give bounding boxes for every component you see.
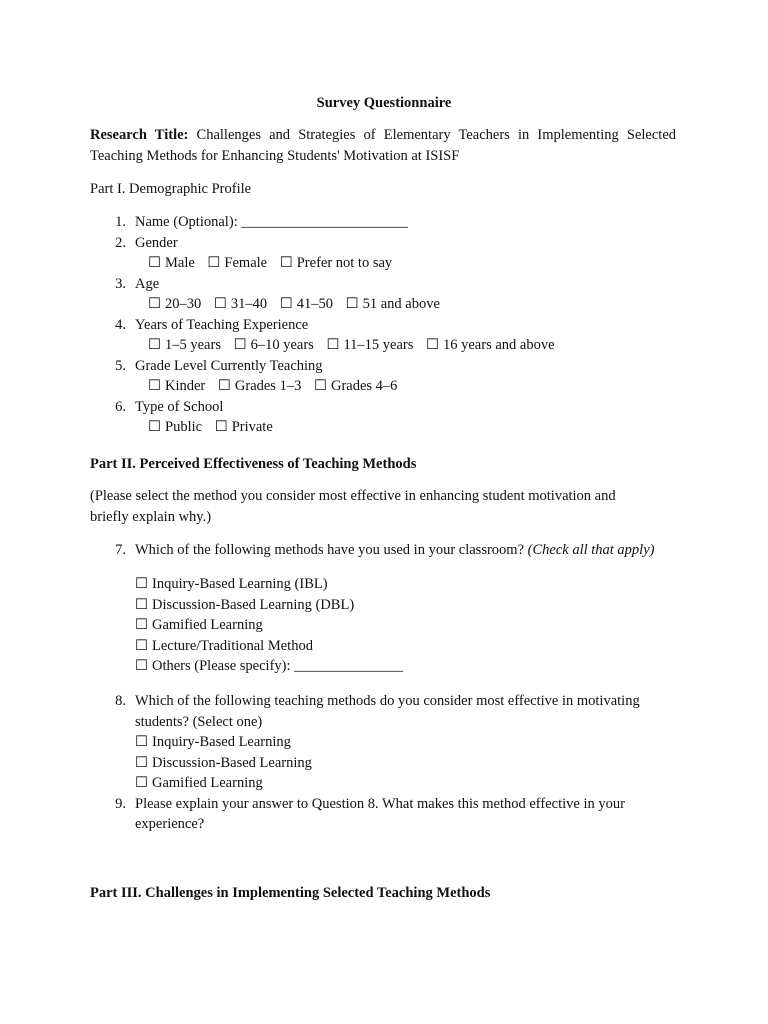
checkbox-option[interactable] [326, 337, 413, 353]
checkbox-option[interactable] [148, 419, 202, 435]
option-label: 6–10 years [250, 337, 314, 353]
checkbox-icon[interactable]: ☐ [279, 255, 293, 271]
option-label: 20–30 [165, 296, 202, 312]
checkbox-option[interactable] [207, 255, 267, 271]
questions-8-9 [90, 691, 690, 835]
checkbox-icon[interactable]: ☐ [135, 775, 148, 791]
checkbox-icon[interactable]: ☐ [148, 296, 161, 312]
checkbox-option[interactable] [426, 337, 555, 353]
checkbox-option[interactable] [215, 419, 273, 435]
experience-options [90, 335, 690, 356]
checkbox-icon[interactable]: ☐ [135, 658, 148, 674]
item-number: 1. [115, 214, 126, 230]
checkbox-icon[interactable]: ☐ [135, 637, 148, 654]
option-label: Kinder [165, 378, 206, 394]
part1-heading: Part I. Demographic Profile [90, 181, 252, 197]
option-label: Others (Please specify): _______________ [152, 658, 403, 674]
research-title-label: Research Title: [90, 127, 189, 143]
question-note: (Check all that apply) [527, 542, 655, 558]
demographic-item-school-type [90, 397, 690, 418]
checkbox-icon[interactable]: ☐ [279, 296, 293, 312]
checkbox-icon[interactable]: ☐ [135, 596, 148, 613]
option-label: Gamified Learning [152, 617, 263, 633]
checkbox-icon[interactable]: ☐ [233, 337, 247, 353]
question-8 [90, 691, 690, 732]
question-number: 7. [115, 542, 126, 558]
question-7 [90, 540, 735, 561]
option-label: Grades 1–3 [234, 378, 302, 394]
option-label: Male [165, 255, 195, 271]
checkbox-option[interactable] [148, 255, 195, 271]
checkbox-option[interactable] [135, 753, 690, 774]
option-label: 31–40 [230, 296, 268, 312]
item-label: Gender [135, 234, 178, 251]
option-label: 1–5 years [165, 337, 221, 353]
checkbox-icon[interactable]: ☐ [135, 734, 148, 750]
item-number: 6. [115, 398, 126, 415]
checkbox-option[interactable] [135, 656, 403, 677]
item-label: Age [135, 275, 160, 292]
option-label: Grades 4–6 [330, 378, 398, 394]
checkbox-icon[interactable]: ☐ [345, 296, 359, 312]
checkbox-option[interactable] [148, 337, 221, 353]
part2-instruction: (Please select the method you consider most effective in enhancing student motivation and briefly explain why.) [90, 488, 616, 525]
question-9 [90, 794, 690, 835]
checkbox-icon[interactable]: ☐ [213, 296, 227, 312]
item-number: 4. [115, 316, 126, 333]
grade-level-options [90, 376, 690, 397]
checkbox-option[interactable] [346, 296, 440, 312]
option-label: Discussion-Based Learning (DBL) [152, 596, 355, 613]
checkbox-option[interactable] [280, 296, 333, 312]
checkbox-icon[interactable]: ☐ [217, 378, 231, 394]
gender-options [90, 253, 690, 274]
option-label: Prefer not to say [296, 255, 393, 271]
question-text: Please explain your answer to Question 8. What makes this method effective in your experience? [135, 795, 625, 832]
document-title: Survey Questionnaire [316, 95, 452, 111]
option-label: Public [165, 419, 203, 435]
item-label: Years of Teaching Experience [135, 316, 309, 333]
question-number: 9. [115, 795, 126, 812]
checkbox-icon[interactable]: ☐ [148, 255, 161, 271]
checkbox-option[interactable] [135, 732, 690, 753]
demographic-item-gender [90, 233, 690, 254]
checkbox-option[interactable] [218, 378, 301, 394]
option-label: Private [231, 419, 273, 435]
option-label: 51 and above [362, 296, 440, 312]
item-label: Type of School [135, 398, 224, 415]
part2-heading: Part II. Perceived Effectiveness of Teaching Methods [90, 456, 417, 472]
item-number: 5. [115, 357, 126, 374]
checkbox-option[interactable] [214, 296, 267, 312]
option-label: Lecture/Traditional Method [152, 637, 313, 654]
checkbox-option[interactable] [280, 255, 392, 271]
checkbox-icon[interactable]: ☐ [135, 754, 148, 771]
checkbox-option[interactable] [234, 337, 314, 353]
checkbox-option[interactable] [135, 595, 403, 616]
item-number: 2. [115, 234, 126, 251]
option-label: Inquiry-Based Learning [152, 734, 291, 750]
checkbox-option[interactable] [148, 296, 201, 312]
option-label: 11–15 years [343, 337, 414, 353]
checkbox-option[interactable] [135, 574, 403, 595]
checkbox-icon[interactable]: ☐ [135, 617, 148, 633]
checkbox-option[interactable] [135, 615, 403, 636]
question-text: Which of the following methods have you used in your classroom? [135, 542, 525, 558]
question-text: Which of the following teaching methods do you consider most effective in motivating students? (Select one) [135, 693, 640, 730]
demographic-list [90, 212, 690, 438]
option-label: Inquiry-Based Learning (IBL) [152, 576, 328, 592]
research-title-paragraph [90, 125, 676, 166]
item-label: Name (Optional): _______________________ [135, 214, 409, 230]
question-8-options [90, 732, 690, 794]
checkbox-icon[interactable]: ☐ [426, 337, 439, 353]
checkbox-icon[interactable]: ☐ [148, 378, 161, 394]
option-label: Gamified Learning [152, 775, 263, 791]
item-number: 3. [115, 275, 126, 292]
checkbox-icon[interactable]: ☐ [148, 419, 161, 435]
research-title-text: Challenges and Strategies of Elementary Teachers in Implementing Selected Teaching Methods for Enhancing Students' Motivation at ISISF [90, 127, 677, 164]
option-label: 16 years and above [443, 337, 555, 353]
part3-heading: Part III. Challenges in Implementing Selected Teaching Methods [90, 885, 491, 901]
demographic-item-name [90, 212, 690, 233]
checkbox-icon[interactable]: ☐ [313, 378, 327, 394]
option-label: Female [224, 255, 268, 271]
checkbox-icon[interactable]: ☐ [207, 255, 221, 271]
demographic-item-experience [90, 315, 690, 336]
option-label: Discussion-Based Learning [152, 754, 312, 771]
school-type-options [90, 417, 690, 438]
checkbox-option[interactable] [135, 773, 690, 794]
question-number: 8. [115, 693, 126, 709]
age-options [90, 294, 690, 315]
demographic-item-grade-level [90, 356, 690, 377]
checkbox-option[interactable] [314, 378, 397, 394]
item-label: Grade Level Currently Teaching [135, 357, 323, 374]
checkbox-icon[interactable]: ☐ [135, 576, 148, 592]
option-label: 41–50 [296, 296, 333, 312]
demographic-item-age [90, 274, 690, 295]
checkbox-icon[interactable]: ☐ [148, 337, 161, 353]
checkbox-icon[interactable]: ☐ [214, 419, 228, 435]
checkbox-option[interactable] [135, 636, 403, 657]
question-7-options [135, 574, 403, 677]
checkbox-option[interactable] [148, 378, 205, 394]
checkbox-icon[interactable]: ☐ [326, 337, 340, 353]
